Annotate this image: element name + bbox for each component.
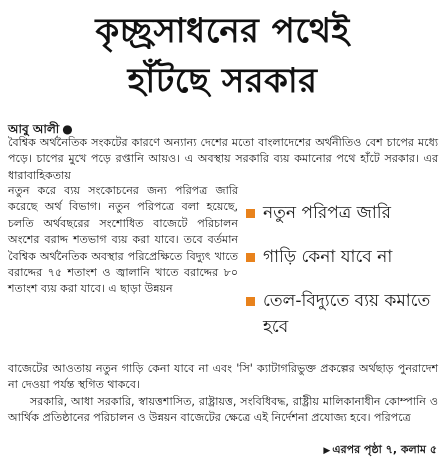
headline bbox=[0, 6, 445, 106]
article-paragraph-bottom-2: সরকারি, আধা সরকারি, স্বায়ত্তশাসিত, রাষ্ট্রায়ত্ত, সংবিধিবদ্ধ, রাষ্ট্রীয় মালিকানাধীন কোম্পানি ও আর্থিক প্রতিষ্ঠানের পরিচালন ও উন্নয়ন বাজেটের ক্ষেত্রে এই নির্দেশনা প্রযোজ্য হবে। পরিপত্রে bbox=[8, 394, 438, 425]
headline-line-1: কৃচ্ছ্রসাধনের পথেই bbox=[95, 11, 350, 51]
highlight-text: তেল-বিদ্যুতে ব্যয় কমাতে হবে bbox=[263, 291, 431, 337]
orange-square-bullet-icon bbox=[246, 253, 255, 262]
highlights-box bbox=[246, 200, 436, 358]
orange-square-bullet-icon bbox=[246, 209, 255, 218]
orange-square-bullet-icon bbox=[246, 297, 255, 306]
byline-dot-icon: ● bbox=[62, 122, 73, 136]
article-paragraph-bottom-1: বাজেটের আওতায় নতুন গাড়ি কেনা যাবে না এবং 'সি' ক্যাটাগরিভুক্ত প্রকল্পের অর্থছাড় পুনরাদেশ না দেওয়া পর্যন্ত স্থগিত থাকবে। bbox=[8, 362, 438, 392]
highlight-item bbox=[246, 200, 436, 226]
continuation-text: এরপর পৃষ্ঠা ৭, কলাম ৫ bbox=[332, 443, 437, 456]
continuation-note bbox=[323, 441, 437, 460]
article-paragraph-bottom bbox=[8, 361, 438, 427]
headline-line-2: হাঁটছে সরকার bbox=[127, 61, 318, 101]
highlight-item bbox=[246, 288, 436, 340]
play-triangle-icon: ▶ bbox=[323, 446, 331, 456]
highlight-item bbox=[246, 244, 436, 270]
article-paragraph-intro: বৈশ্বিক অর্থনৈতিক সংকটের কারণে অন্যান্য দেশের মতো বাংলাদেশের অর্থনীতিও বেশ চাপের মধ্যে পড়ে। চাপের মুখে পড়ে রপ্তানি আয়ও। এ অবস্থায় সরকারি ব্যয় কমানোর পথে হাঁটে সরকার। এর ধারাবাহিকতায় bbox=[8, 136, 438, 182]
highlight-text: গাড়ি কেনা যাবে না bbox=[263, 247, 393, 267]
highlight-text: নতুন পরিপত্র জারি bbox=[263, 203, 391, 223]
author-name: আবু আলী bbox=[8, 122, 60, 136]
article-paragraph-column: নতুন করে ব্যয় সংকোচনের জন্য পরিপত্র জারি করেছে অর্থ বিভাগ। নতুন পরিপত্রে বলা হয়েছে, চলতি অর্থবছরের সংশোধিত বাজেটে পরিচালন অংশের বরাদ্দ শতভাগ ব্যয় করা যাবে। তবে বর্তমান বৈশ্বিক অর্থনৈতিক অবস্থার পরিপ্রেক্ষিতে বিদ্যুৎ খাতে বরাদ্দের ৭৫ শতাংশ ও জ্বালানি খাতে বরাদ্দের ৮০ শতাংশ ব্যয় করা যাবে। এ ছাড়া উন্নয়ন bbox=[8, 184, 238, 296]
